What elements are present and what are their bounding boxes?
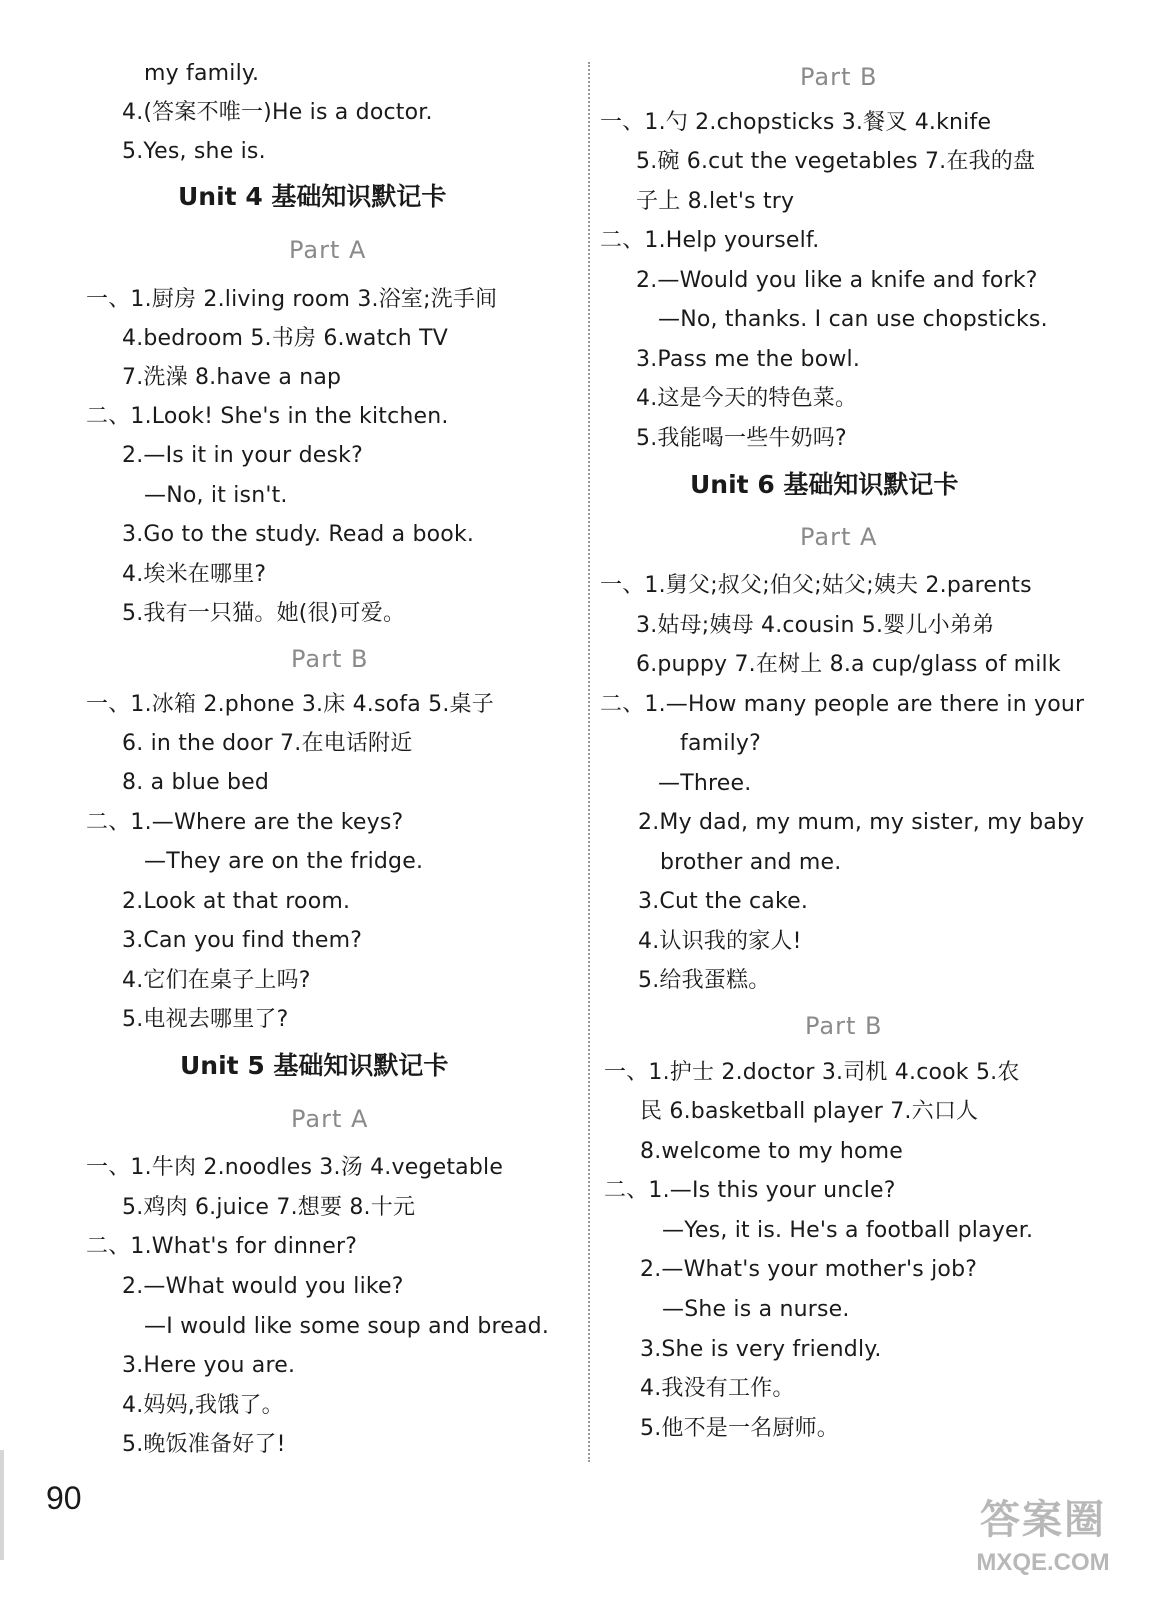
answer-line: 7.洗澡 8.have a nap: [122, 365, 342, 390]
answer-line: 二、1.—Where are the keys?: [86, 810, 404, 835]
answer-line: 5.他不是一名厨师。: [640, 1416, 839, 1441]
page-edge-mark: [0, 1450, 20, 1560]
watermark-text: 答案圈: [980, 1498, 1106, 1542]
answer-line: 2.—Is it in your desk?: [122, 443, 363, 468]
answer-line: 5.给我蛋糕。: [638, 968, 771, 993]
answer-line: 2.Look at that room.: [122, 889, 351, 914]
watermark-url: MXQE.COM: [976, 1549, 1110, 1576]
answer-line: 3.Cut the cake.: [638, 889, 809, 914]
answer-line: 3.Can you find them?: [122, 928, 363, 953]
part-heading: Part A: [289, 236, 367, 264]
part-heading: Part B: [805, 1012, 883, 1040]
answer-line: 4.bedroom 5.书房 6.watch TV: [122, 326, 448, 351]
answer-line: 2.—Would you like a knife and fork?: [636, 268, 1038, 293]
answer-line: 二、1.What's for dinner?: [86, 1234, 358, 1259]
answer-line: 一、1.冰箱 2.phone 3.床 4.sofa 5.桌子: [86, 692, 494, 717]
answer-line: 二、1.Help yourself.: [600, 228, 820, 253]
answer-line: 子上 8.let's try: [636, 189, 795, 214]
answer-line: 3.She is very friendly.: [640, 1337, 882, 1362]
answer-line: 二、1.—Is this your uncle?: [604, 1178, 896, 1203]
answer-line: 8.welcome to my home: [640, 1139, 904, 1164]
answer-line: 5.我能喝一些牛奶吗?: [636, 426, 847, 451]
answer-line: 5.Yes, she is.: [122, 139, 266, 164]
answer-line: 5.电视去哪里了?: [122, 1007, 289, 1032]
answer-line: 3.姑母;姨母 4.cousin 5.婴儿小弟弟: [636, 613, 995, 638]
answer-line: 4.它们在桌子上吗?: [122, 968, 311, 993]
answer-line: —They are on the fridge.: [144, 849, 424, 874]
answer-line: 一、1.牛肉 2.noodles 3.汤 4.vegetable: [86, 1155, 504, 1180]
answer-line: 4.我没有工作。: [640, 1376, 795, 1401]
answer-line: my family.: [144, 61, 260, 86]
answer-line: 6. in the door 7.在电话附近: [122, 731, 413, 756]
answer-line: 5.碗 6.cut the vegetables 7.在我的盘: [636, 149, 1036, 174]
answer-line: 2.My dad, my mum, my sister, my baby: [638, 810, 1085, 835]
answer-line: 二、1.Look! She's in the kitchen.: [86, 404, 449, 429]
page-number: 90: [46, 1480, 82, 1516]
answer-line: family?: [680, 731, 761, 756]
answer-line: 4.认识我的家人!: [638, 929, 802, 954]
part-heading: Part A: [800, 523, 878, 551]
answer-line: 一、1.勺 2.chopsticks 3.餐叉 4.knife: [600, 110, 992, 135]
answer-line: 一、1.舅父;叔父;伯父;姑父;姨夫 2.parents: [600, 573, 1032, 598]
part-heading: Part A: [291, 1105, 369, 1133]
answer-line: 5.我有一只猫。她(很)可爱。: [122, 601, 406, 626]
unit-heading: Unit 5 基础知识默记卡: [180, 1051, 449, 1080]
watermark: [948, 1492, 1138, 1590]
answer-line: 5.鸡肉 6.juice 7.想要 8.十元: [122, 1195, 416, 1220]
answer-line: 3.Go to the study. Read a book.: [122, 522, 475, 547]
answer-line: 5.晚饭准备好了!: [122, 1432, 286, 1457]
answer-line: 6.puppy 7.在树上 8.a cup/glass of milk: [636, 652, 1061, 677]
answer-line: —No, it isn't.: [144, 483, 288, 508]
answer-line: 一、1.厨房 2.living room 3.浴室;洗手间: [86, 287, 498, 312]
answer-line: 4.(答案不唯一)He is a doctor.: [122, 100, 433, 125]
answer-line: —She is a nurse.: [662, 1297, 850, 1322]
answer-line: —Yes, it is. He's a football player.: [662, 1218, 1034, 1243]
column-divider: [588, 62, 590, 1462]
part-heading: Part B: [800, 63, 878, 91]
answer-line: brother and me.: [660, 850, 842, 875]
unit-heading: Unit 6 基础知识默记卡: [690, 470, 959, 499]
unit-heading: Unit 4 基础知识默记卡: [178, 182, 447, 211]
answer-line: 4.妈妈,我饿了。: [122, 1393, 284, 1418]
answer-line: —I would like some soup and bread.: [144, 1314, 550, 1339]
answer-line: 二、1.—How many people are there in your: [600, 692, 1085, 717]
answer-line: 4.这是今天的特色菜。: [636, 386, 858, 411]
answer-line: 4.埃米在哪里?: [122, 562, 267, 587]
answer-line: 民 6.basketball player 7.六口人: [640, 1099, 979, 1124]
answer-line: 3.Pass me the bowl.: [636, 347, 861, 372]
part-heading: Part B: [291, 645, 369, 673]
answer-line: —Three.: [658, 771, 752, 796]
answer-line: 2.—What's your mother's job?: [640, 1257, 978, 1282]
answer-line: 8. a blue bed: [122, 770, 270, 795]
answer-line: —No, thanks. I can use chopsticks.: [658, 307, 1048, 332]
answer-line: 一、1.护士 2.doctor 3.司机 4.cook 5.农: [604, 1060, 1020, 1085]
answer-line: 3.Here you are.: [122, 1353, 296, 1378]
answer-line: 2.—What would you like?: [122, 1274, 404, 1299]
